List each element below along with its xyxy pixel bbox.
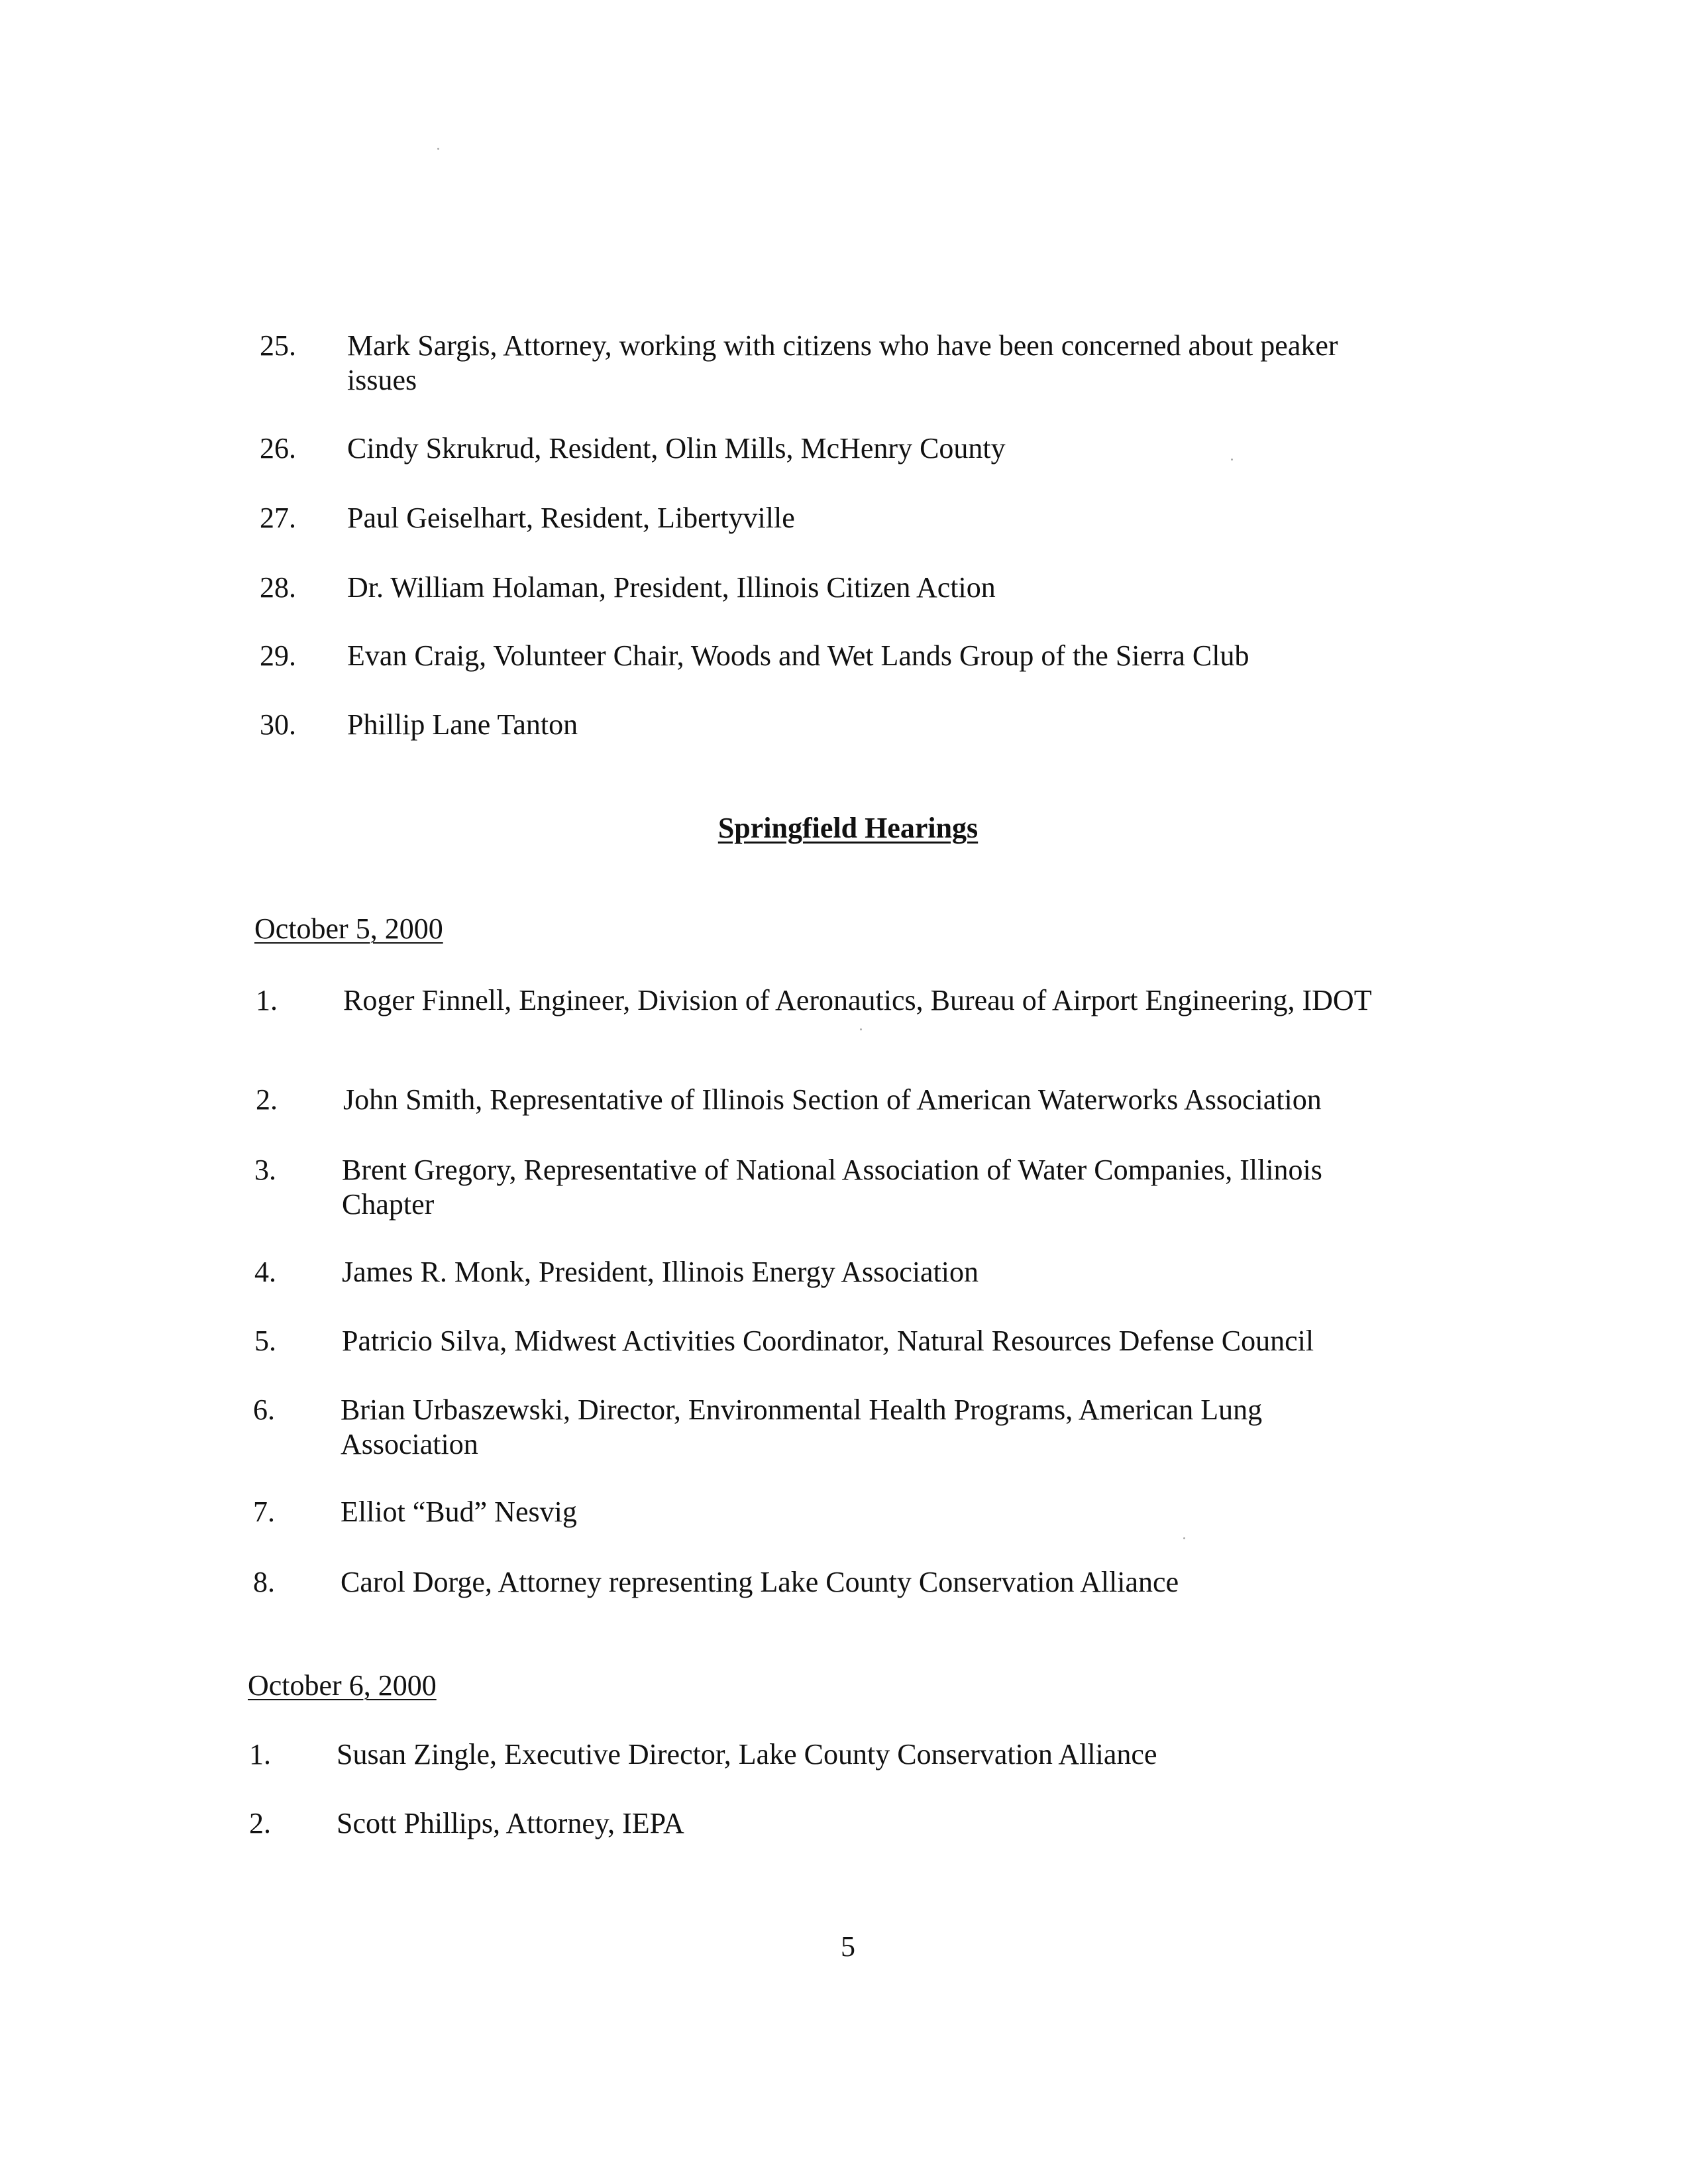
item-number: 5.	[254, 1325, 276, 1357]
item-number: 27.	[260, 502, 296, 534]
item-text: Phillip Lane Tanton	[347, 708, 578, 741]
item-text: Patricio Silva, Midwest Activities Coordinator, Natural Resources Defense Council	[342, 1325, 1314, 1357]
item-text: Cindy Skrukrud, Resident, Olin Mills, McHenry County	[347, 432, 1006, 464]
hearing-date: October 6, 2000	[248, 1669, 437, 1702]
item-text: Evan Craig, Volunteer Chair, Woods and Wet Lands Group of the Sierra Club	[347, 639, 1249, 672]
item-number: 26.	[260, 432, 296, 464]
item-text: Elliot “Bud” Nesvig	[341, 1496, 577, 1528]
scan-speck	[437, 148, 439, 150]
item-text: Brent Gregory, Representative of National Association of Water Companies, Illinois Chapter	[342, 1154, 1322, 1221]
scan-speck	[1183, 1537, 1185, 1539]
item-number: 7.	[253, 1496, 275, 1528]
hearing-date: October 5, 2000	[254, 912, 443, 945]
scan-speck	[860, 1028, 862, 1030]
section-heading: Springfield Hearings	[717, 812, 979, 844]
item-text: Roger Finnell, Engineer, Division of Aeronautics, Bureau of Airport Engineering, IDOT	[343, 984, 1372, 1016]
item-number: 2.	[256, 1083, 278, 1116]
item-number: 2.	[249, 1807, 271, 1839]
item-number: 1.	[256, 984, 278, 1016]
page-number: 5	[841, 1930, 855, 1963]
item-text: Dr. William Holaman, President, Illinois Citizen Action	[347, 571, 996, 604]
item-text: Susan Zingle, Executive Director, Lake County Conservation Alliance	[337, 1738, 1157, 1771]
item-number: 29.	[260, 639, 296, 672]
item-text: Brian Urbaszewski, Director, Environmental Health Programs, American Lung Association	[341, 1393, 1263, 1460]
item-number: 28.	[260, 571, 296, 604]
item-number: 3.	[254, 1154, 276, 1186]
item-text: Paul Geiselhart, Resident, Libertyville	[347, 502, 795, 534]
item-number: 4.	[254, 1256, 276, 1288]
item-text: James R. Monk, President, Illinois Energy Association	[342, 1256, 979, 1288]
item-number: 1.	[249, 1738, 271, 1771]
item-number: 30.	[260, 708, 296, 741]
item-text: Scott Phillips, Attorney, IEPA	[337, 1807, 684, 1839]
item-text: John Smith, Representative of Illinois Section of American Waterworks Association	[343, 1083, 1322, 1116]
item-number: 8.	[253, 1566, 275, 1598]
item-text: Mark Sargis, Attorney, working with citizens who have been concerned about peaker issues	[347, 329, 1338, 396]
item-number: 6.	[253, 1393, 275, 1426]
item-text: Carol Dorge, Attorney representing Lake County Conservation Alliance	[341, 1566, 1179, 1598]
item-number: 25.	[260, 329, 296, 362]
